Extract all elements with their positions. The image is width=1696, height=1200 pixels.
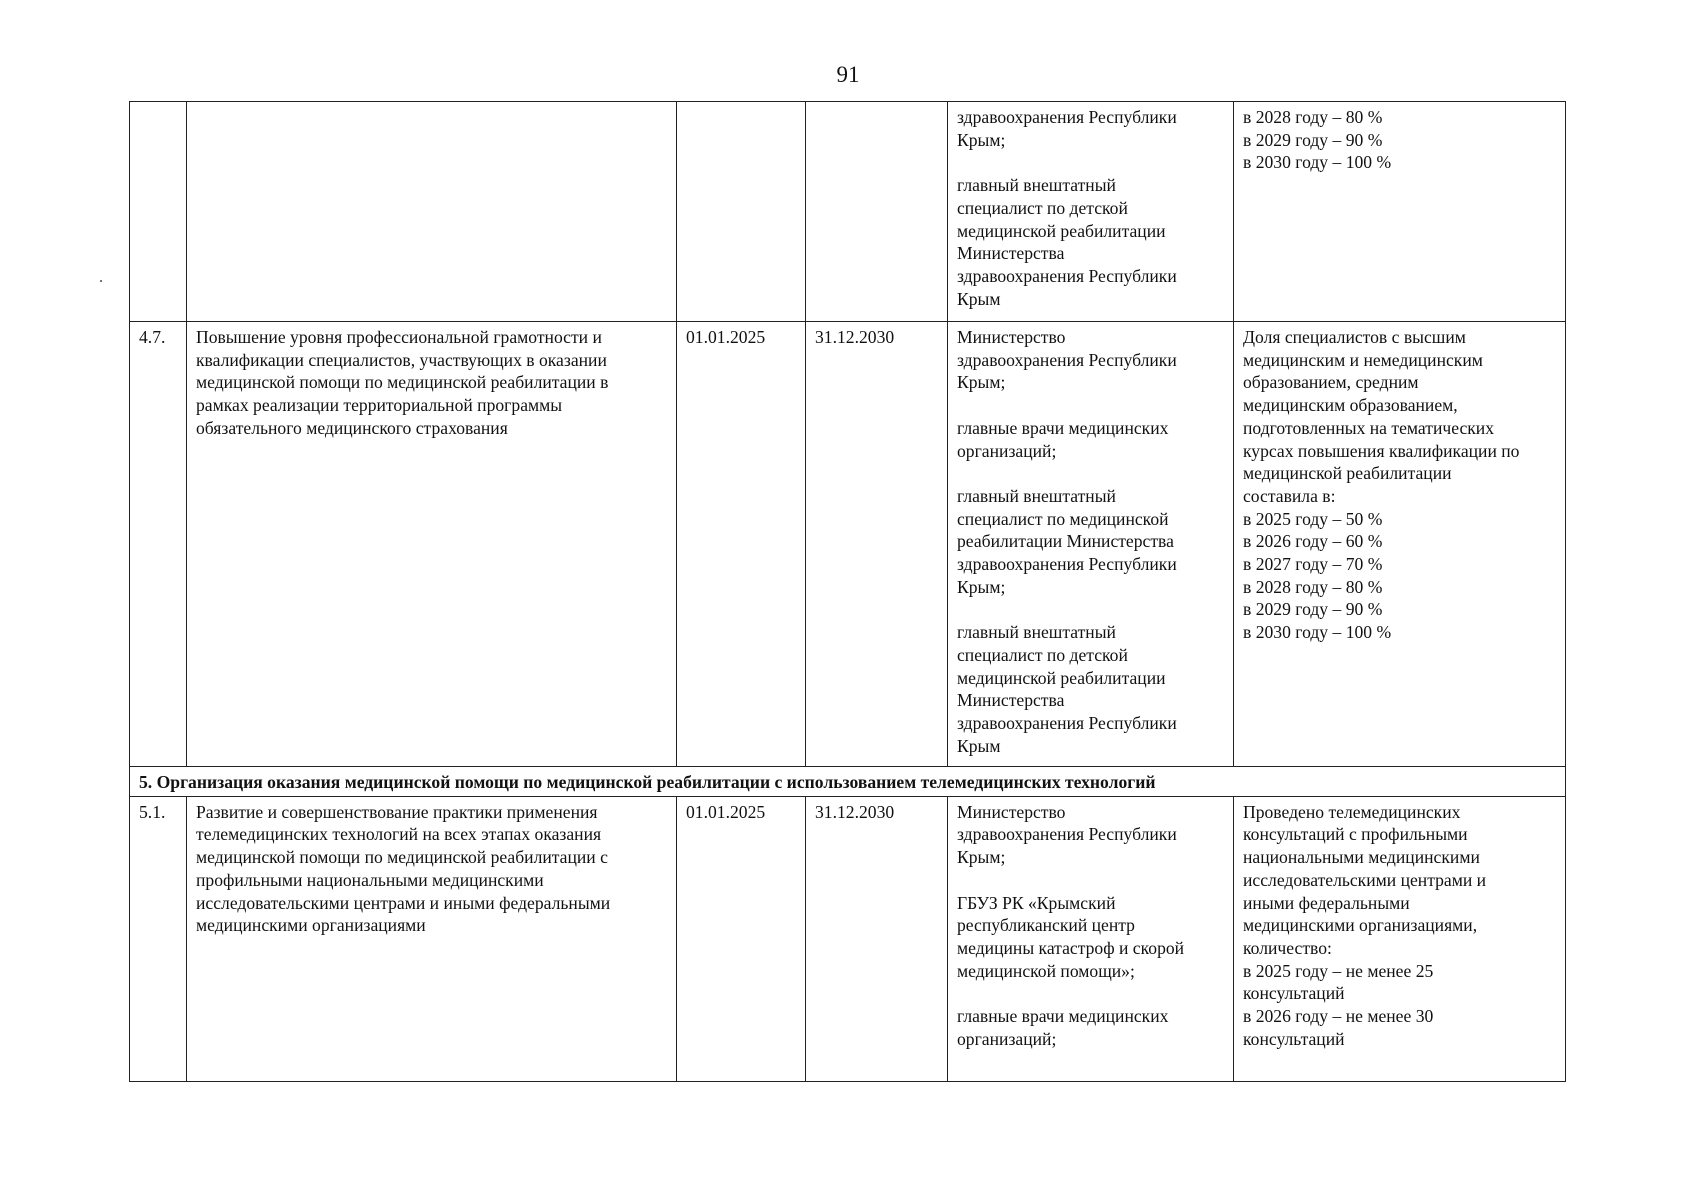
- executor-line: Крым;: [957, 847, 1006, 868]
- executor-line: организаций;: [957, 1028, 1057, 1049]
- indicator-line: образованием, средним: [1243, 372, 1419, 393]
- indicator-line: подготовленных на тематических: [1243, 417, 1495, 438]
- indicator-line: медицинским и немедицинским: [1243, 349, 1483, 370]
- event-line: рамках реализации территориальной программы: [196, 395, 563, 416]
- executor-line: Крым: [957, 735, 1001, 756]
- indicator-line: консультаций: [1243, 983, 1345, 1004]
- indicator-line: медицинскими организациями,: [1243, 915, 1478, 936]
- executor-line: Крым: [957, 288, 1001, 309]
- executor-line: ГБУЗ РК «Крымский: [957, 892, 1116, 913]
- row-number-cell: 5.1.: [130, 796, 187, 1081]
- indicator-line: консультаций с профильными: [1243, 824, 1468, 845]
- event-line: телемедицинских технологий на всех этапах оказания: [196, 824, 602, 845]
- executor-line: Крым;: [957, 576, 1006, 597]
- event-line: медицинской помощи по медицинской реабилитации с: [196, 847, 608, 868]
- executor-line: организаций;: [957, 440, 1057, 461]
- executor-line: главные врачи медицинских: [957, 1006, 1169, 1026]
- table-row: [130, 102, 1566, 322]
- executor-line: здравоохранения Республики: [957, 107, 1177, 127]
- executor-line: главные врачи медицинских: [957, 417, 1169, 438]
- section-heading: 5. Организация оказания медицинской помощи по медицинской реабилитации с использованием телемедицинских технологий: [130, 767, 1566, 797]
- executor-line: Министерства: [957, 690, 1065, 711]
- event-line: квалификации специалистов, участвующих в оказании: [196, 349, 607, 370]
- indicator-line: в 2029 году – 90 %: [1243, 129, 1383, 150]
- executor-line: главный внештатный: [957, 485, 1116, 506]
- row-number-cell: [130, 102, 187, 322]
- executor-line: медицинской реабилитации: [957, 667, 1166, 688]
- row-number-cell: 4.7.: [130, 322, 187, 767]
- section-heading-row: [130, 767, 1566, 797]
- event-line: исследовательскими центрами и иными федеральными: [196, 892, 611, 913]
- end-date-cell: [806, 102, 948, 322]
- indicator-cell: [1234, 796, 1566, 1081]
- event-line: Развитие и совершенствование практики применения: [196, 801, 598, 822]
- indicator-line: в 2028 году – 80 %: [1243, 107, 1383, 127]
- executor-line: здравоохранения Республики: [957, 554, 1177, 574]
- executor-line: Министерство: [957, 327, 1066, 347]
- executor-line: медицины катастроф и скорой: [957, 937, 1185, 958]
- event-line: обязательного медицинского страхования: [196, 417, 508, 438]
- executor-block: [957, 621, 1226, 757]
- executor-block: [957, 892, 1226, 983]
- page-number: 91: [836, 62, 860, 87]
- executor-line: Крым;: [957, 372, 1006, 393]
- executor-line: главный внештатный: [957, 175, 1116, 196]
- event-line: Повышение уровня профессиональной грамотности и: [196, 327, 602, 347]
- start-date-cell: [677, 102, 806, 322]
- executor-line: здравоохранения Республики: [957, 349, 1177, 370]
- executor-line: Крым;: [957, 129, 1006, 150]
- executor-line: специалист по детской: [957, 197, 1128, 218]
- indicator-line: в 2027 году – 70 %: [1243, 554, 1383, 575]
- executor-line: реабилитации Министерства: [957, 531, 1174, 552]
- executor-line: здравоохранения Республики: [957, 712, 1177, 733]
- executor-line: Министерство: [957, 801, 1066, 822]
- executors-cell: [948, 796, 1234, 1081]
- executor-block: [957, 801, 1226, 869]
- indicator-line: в 2025 году – не менее 25: [1243, 960, 1434, 981]
- executor-block: [957, 417, 1226, 462]
- event-cell: [187, 102, 677, 322]
- executor-line: республиканский центр: [957, 915, 1135, 936]
- activities-table: [129, 101, 1566, 1082]
- indicator-line: Доля специалистов с высшим: [1243, 327, 1466, 347]
- indicator-line: в 2026 году – 60 %: [1243, 531, 1383, 552]
- event-line: медицинскими организациями: [196, 915, 426, 936]
- indicator-line: медицинской реабилитации: [1243, 463, 1452, 484]
- event-line: медицинской помощи по медицинской реабилитации в: [196, 372, 609, 393]
- executor-line: главный внештатный: [957, 622, 1116, 643]
- executor-line: специалист по медицинской: [957, 508, 1169, 529]
- executor-line: медицинской помощи»;: [957, 960, 1135, 981]
- start-date-cell: 01.01.2025: [677, 796, 806, 1081]
- indicator-line: в 2026 году – не менее 30: [1243, 1006, 1434, 1027]
- executor-block: [957, 326, 1226, 394]
- indicator-line: количество:: [1243, 937, 1332, 958]
- indicator-line: в 2025 году – 50 %: [1243, 508, 1383, 529]
- scan-speck: [100, 280, 102, 282]
- executor-line: специалист по детской: [957, 644, 1128, 665]
- indicator-line: в 2030 году – 100 %: [1243, 622, 1392, 643]
- indicator-cell: [1234, 322, 1566, 767]
- executor-block: [957, 106, 1226, 151]
- start-date-cell: 01.01.2025: [677, 322, 806, 767]
- indicator-cell: [1234, 102, 1566, 322]
- indicator-line: в 2030 году – 100 %: [1243, 152, 1392, 173]
- indicator-line: в 2028 году – 80 %: [1243, 576, 1383, 597]
- indicator-line: консультаций: [1243, 1028, 1345, 1049]
- executor-block: [957, 174, 1226, 310]
- executor-line: здравоохранения Республики: [957, 265, 1177, 286]
- executor-line: медицинской реабилитации: [957, 220, 1166, 241]
- indicator-line: составила в:: [1243, 485, 1336, 506]
- executors-cell: [948, 102, 1234, 322]
- end-date-cell: 31.12.2030: [806, 322, 948, 767]
- executor-block: [957, 1005, 1226, 1050]
- table-row: [130, 796, 1566, 1081]
- table-row: [130, 322, 1566, 767]
- indicator-line: иными федеральными: [1243, 892, 1410, 913]
- event-cell: [187, 322, 677, 767]
- executor-line: здравоохранения Республики: [957, 824, 1177, 845]
- indicator-line: медицинским образованием,: [1243, 395, 1458, 416]
- indicator-line: в 2029 году – 90 %: [1243, 599, 1383, 620]
- executors-cell: [948, 322, 1234, 767]
- executor-line: Министерства: [957, 243, 1065, 264]
- event-line: профильными национальными медицинскими: [196, 869, 544, 890]
- indicator-line: исследовательскими центрами и: [1243, 869, 1487, 890]
- indicator-line: национальными медицинскими: [1243, 847, 1480, 868]
- end-date-cell: 31.12.2030: [806, 796, 948, 1081]
- event-cell: [187, 796, 677, 1081]
- indicator-line: курсах повышения квалификации по: [1243, 440, 1520, 461]
- indicator-line: Проведено телемедицинских: [1243, 801, 1461, 822]
- executor-block: [957, 485, 1226, 599]
